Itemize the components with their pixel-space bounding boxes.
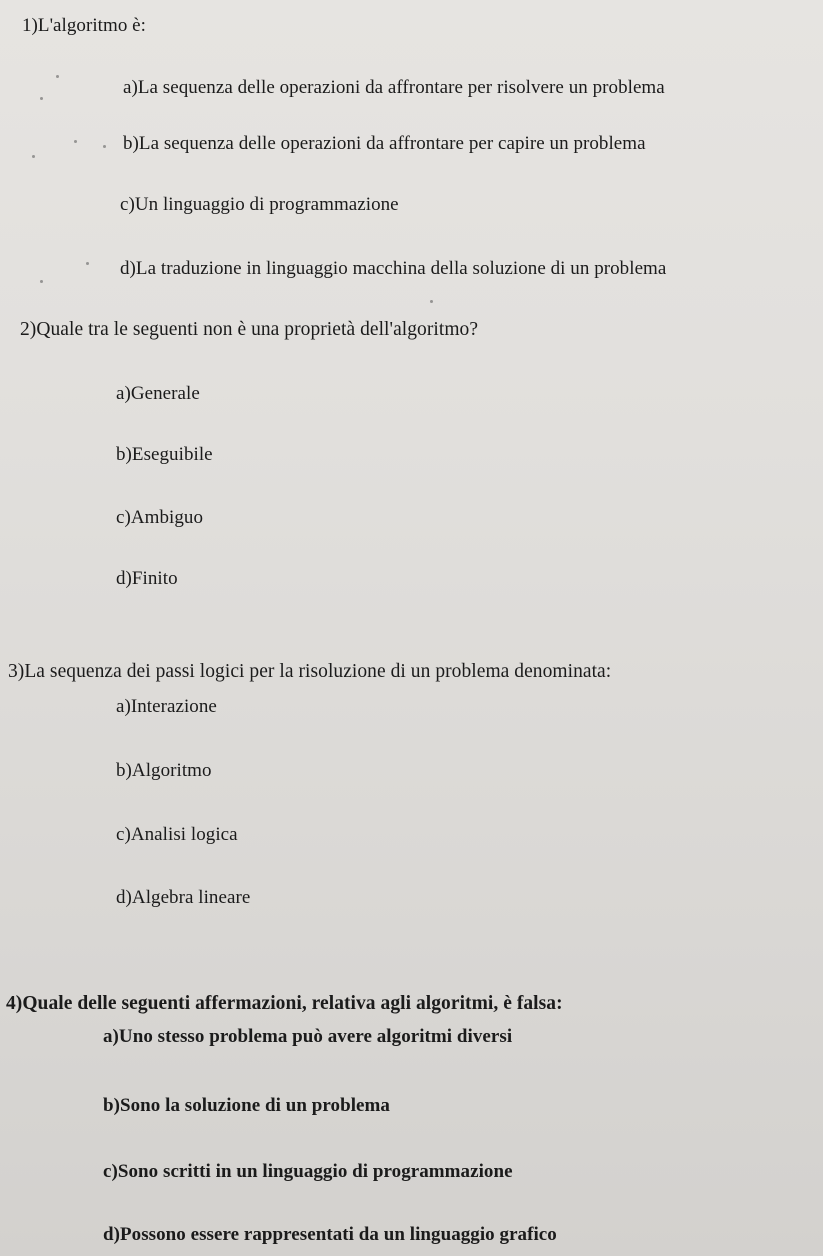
question-2-option-c: c)Ambiguo [116,507,203,528]
question-4-option-a: a)Uno stesso problema può avere algoritmi diversi [103,1026,513,1047]
question-4-option-d: d)Possono essere rappresentati da un linguaggio grafico [103,1224,557,1245]
question-2-option-b: b)Eseguibile [116,444,213,465]
question-2-option-a: a)Generale [116,383,200,404]
pen-mark [430,300,433,303]
question-4-option-c: c)Sono scritti in un linguaggio di programmazione [103,1161,513,1182]
question-1-option-c: c)Un linguaggio di programmazione [120,194,399,215]
question-3-option-b: b)Algoritmo [116,760,212,781]
pen-mark [74,140,77,143]
pen-mark [56,75,59,78]
question-1-option-a: a)La sequenza delle operazioni da affrontare per risolvere un problema [123,77,665,98]
pen-mark [40,97,43,100]
pen-mark [32,155,35,158]
pen-mark [103,145,106,148]
question-2-option-d: d)Finito [116,568,178,589]
question-3-text: 3)La sequenza dei passi logici per la risoluzione di un problema denominata: [8,661,612,682]
question-4-text: 4)Quale delle seguenti affermazioni, relativa agli algoritmi, è falsa: [6,993,563,1014]
question-3-option-c: c)Analisi logica [116,824,238,845]
question-1-option-d: d)La traduzione in linguaggio macchina della soluzione di un problema [120,258,667,279]
pen-mark [40,280,43,283]
question-3-option-d: d)Algebra lineare [116,887,251,908]
question-3-option-a: a)Interazione [116,696,217,717]
question-4-option-b: b)Sono la soluzione di un problema [103,1095,390,1116]
question-1-text: 1)L'algoritmo è: [22,15,146,36]
question-2-text: 2)Quale tra le seguenti non è una proprietà dell'algoritmo? [20,319,479,340]
question-1-option-b: b)La sequenza delle operazioni da affrontare per capire un problema [123,133,646,154]
pen-mark [86,262,89,265]
